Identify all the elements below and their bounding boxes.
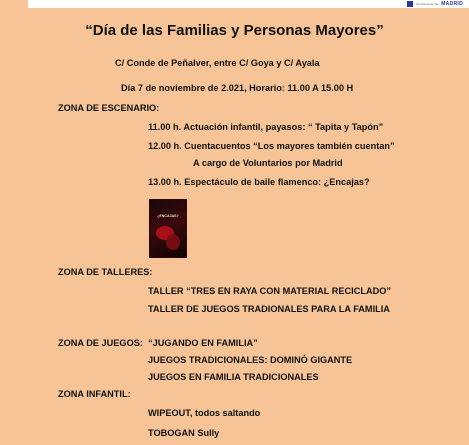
escenario-item: A cargo de Voluntarios por Madrid: [193, 158, 343, 168]
zona-juegos-label: ZONA DE JUEGOS:: [58, 338, 143, 348]
madrid-logo: [407, 0, 463, 8]
logo-text: MADRID: [441, 1, 463, 7]
madrid-crest-icon: [407, 1, 413, 7]
date-time: Día 7 de noviembre de 2.021, Horario: 11.00 A 15.00 H: [121, 83, 354, 93]
juegos-subtitle: “JUGANDO EN FAMILIA”: [148, 338, 258, 348]
page-title: “Día de las Familias y Personas Mayores”: [85, 22, 384, 39]
escenario-item: 13.00 h. Espectáculo de baile flamenco: ¿Encajas?: [148, 177, 370, 187]
talleres-item: TALLER “TRES EN RAYA CON MATERIAL RECICLADO”: [148, 286, 391, 296]
flamenco-poster-image: [150, 200, 186, 257]
zona-talleres-label: ZONA DE TALLERES:: [58, 267, 153, 277]
address: C/ Conde de Peñalver, entre C/ Goya y C/ Ayala: [115, 58, 320, 68]
infantil-item: TOBOGAN Sully: [148, 428, 220, 438]
top-bar: [28, 0, 469, 8]
poster-title: ¿ENCAJAS?: [157, 214, 179, 218]
logo-small-text: Ayuntamiento de: [415, 1, 439, 6]
juegos-item: JUEGOS TRADICIONALES: DOMINÓ GIGANTE: [148, 355, 353, 365]
escenario-item: 12.00 h. Cuentacuentos “Los mayores también cuentan”: [148, 141, 395, 151]
infantil-item: WIPEOUT, todos saltando: [148, 408, 261, 418]
zona-escenario-label: ZONA DE ESCENARIO:: [58, 103, 160, 113]
zona-infantil-label: ZONA INFANTIL:: [58, 389, 131, 399]
escenario-item: 11.00 h. Actuación infantil, payasos: “ Tapita y Tapón”: [148, 122, 384, 132]
juegos-item: JUEGOS EN FAMILIA TRADICIONALES: [148, 372, 319, 382]
poster-dress-shape: [166, 234, 180, 250]
talleres-item: TALLER DE JUEGOS TRADIONALES PARA LA FAMILIA: [148, 304, 390, 314]
